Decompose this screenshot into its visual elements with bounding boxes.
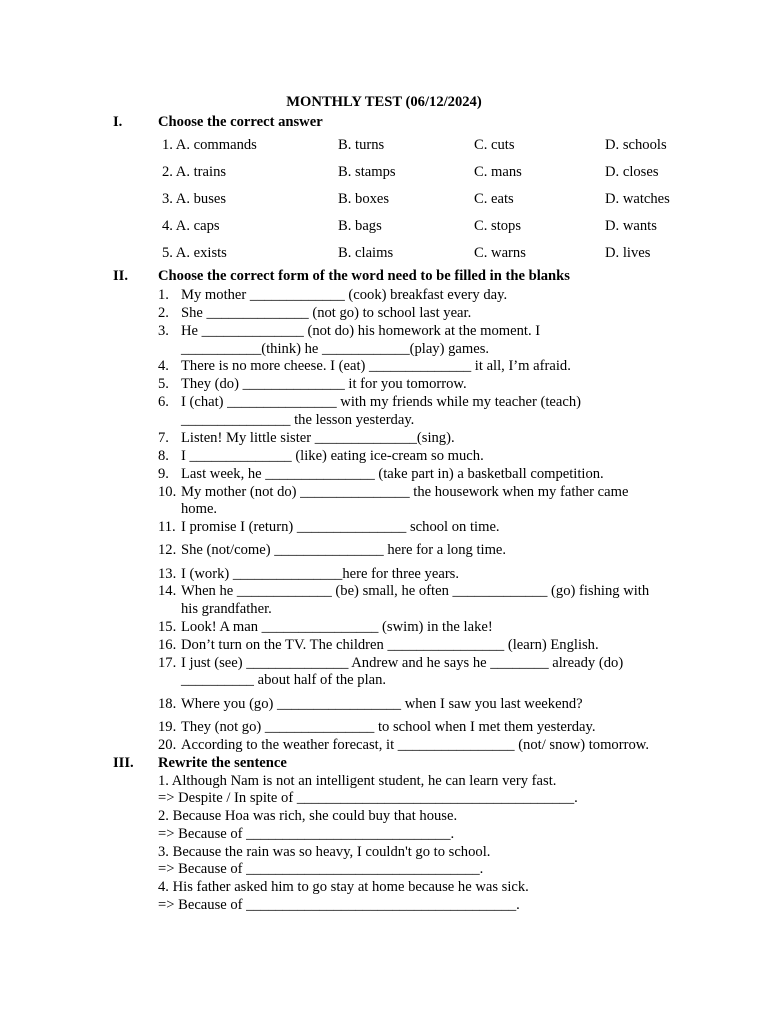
option-d: D. wants (605, 218, 657, 234)
question-number: 3. (158, 323, 169, 339)
question-number: 1. (158, 287, 169, 303)
option-a: 2. A. trains (162, 164, 227, 180)
section-3-number: III. (113, 755, 134, 771)
option-c: C. eats (474, 191, 514, 207)
section-1-title: Choose the correct answer (158, 114, 323, 130)
question-text: I just (see) ______________ Andrew and he says he ________ already (do) (181, 655, 624, 671)
rewrite-sentence: 4. His father asked him to go stay at home because he was sick. (158, 879, 529, 895)
question-number: 9. (158, 466, 169, 482)
question-number: 12. (158, 542, 177, 558)
question-text: Listen! My little sister ______________(sing). (181, 430, 455, 446)
question-text-continued: ___________(think) he ____________(play) games. (181, 341, 490, 357)
option-a: 4. A. caps (162, 218, 220, 234)
question-text: My mother _____________ (cook) breakfast every day. (181, 287, 508, 303)
question-number: 18. (158, 696, 177, 712)
rewrite-answer-line: => Because of ________________________________. (158, 861, 484, 877)
option-b: B. turns (338, 137, 385, 153)
option-b: B. claims (338, 245, 394, 261)
question-text: There is no more cheese. I (eat) ______________ it all, I’m afraid. (181, 358, 571, 374)
option-d: D. lives (605, 245, 651, 261)
question-text: I (work) _______________here for three years. (181, 566, 460, 582)
question-number: 20. (158, 737, 177, 753)
question-text-continued: home. (181, 501, 218, 517)
section-2-number: II. (113, 268, 129, 284)
question-text: I ______________ (like) eating ice-cream so much. (181, 448, 484, 464)
question-number: 15. (158, 619, 177, 635)
question-text: She ______________ (not go) to school last year. (181, 305, 472, 321)
question-number: 2. (158, 305, 169, 321)
section-3-title: Rewrite the sentence (158, 755, 287, 771)
question-number: 10. (158, 484, 177, 500)
question-text: She (not/come) _______________ here for a long time. (181, 542, 507, 558)
question-text: They (not go) _______________ to school when I met them yesterday. (181, 719, 596, 735)
option-c: C. warns (474, 245, 526, 261)
question-text: Last week, he _______________ (take part in) a basketball competition. (181, 466, 604, 482)
question-number: 11. (158, 519, 176, 535)
question-number: 6. (158, 394, 169, 410)
question-number: 4. (158, 358, 169, 374)
rewrite-sentence: 1. Although Nam is not an intelligent student, he can learn very fast. (158, 773, 557, 789)
option-b: B. stamps (338, 164, 396, 180)
question-number: 17. (158, 655, 177, 671)
rewrite-sentence: 3. Because the rain was so heavy, I couldn't go to school. (158, 844, 491, 860)
section-1-number: I. (113, 114, 123, 130)
rewrite-answer-line: => Despite / In spite of ______________________________________. (158, 790, 578, 806)
question-number: 14. (158, 583, 177, 599)
option-c: C. cuts (474, 137, 515, 153)
question-number: 8. (158, 448, 169, 464)
section-2-title: Choose the correct form of the word need to be filled in the blanks (158, 268, 570, 284)
question-number: 19. (158, 719, 177, 735)
option-c: C. stops (474, 218, 522, 234)
option-b: B. boxes (338, 191, 390, 207)
question-text: Don’t turn on the TV. The children ________________ (learn) English. (181, 637, 599, 653)
page-title: MONTHLY TEST (06/12/2024) (286, 94, 482, 110)
question-text: I (chat) _______________ with my friends while my teacher (teach) (181, 394, 581, 410)
rewrite-answer-line: => Because of _____________________________________. (158, 897, 520, 913)
question-text: He ______________ (not do) his homework at the moment. I (181, 323, 541, 339)
question-text-continued: _______________ the lesson yesterday. (181, 412, 415, 428)
option-d: D. watches (605, 191, 670, 207)
option-d: D. closes (605, 164, 659, 180)
question-text: Where you (go) _________________ when I saw you last weekend? (181, 696, 583, 712)
question-text: I promise I (return) _______________ school on time. (181, 519, 500, 535)
option-a: 1. A. commands (162, 137, 257, 153)
option-a: 3. A. buses (162, 191, 227, 207)
question-text: They (do) ______________ it for you tomorrow. (181, 376, 467, 392)
question-text: My mother (not do) _______________ the housework when my father came (181, 484, 629, 500)
question-number: 13. (158, 566, 177, 582)
option-a: 5. A. exists (162, 245, 227, 261)
question-text-continued: __________ about half of the plan. (181, 672, 387, 688)
question-text: According to the weather forecast, it ________________ (not/ snow) tomorrow. (181, 737, 649, 753)
question-text: Look! A man ________________ (swim) in the lake! (181, 619, 493, 635)
option-b: B. bags (338, 218, 382, 234)
question-number: 5. (158, 376, 169, 392)
rewrite-sentence: 2. Because Hoa was rich, she could buy that house. (158, 808, 458, 824)
option-d: D. schools (605, 137, 667, 153)
rewrite-answer-line: => Because of ____________________________. (158, 826, 455, 842)
question-text: When he _____________ (be) small, he often _____________ (go) fishing with (181, 583, 650, 599)
question-number: 16. (158, 637, 177, 653)
question-number: 7. (158, 430, 169, 446)
option-c: C. mans (474, 164, 522, 180)
question-text-continued: his grandfather. (181, 601, 272, 617)
